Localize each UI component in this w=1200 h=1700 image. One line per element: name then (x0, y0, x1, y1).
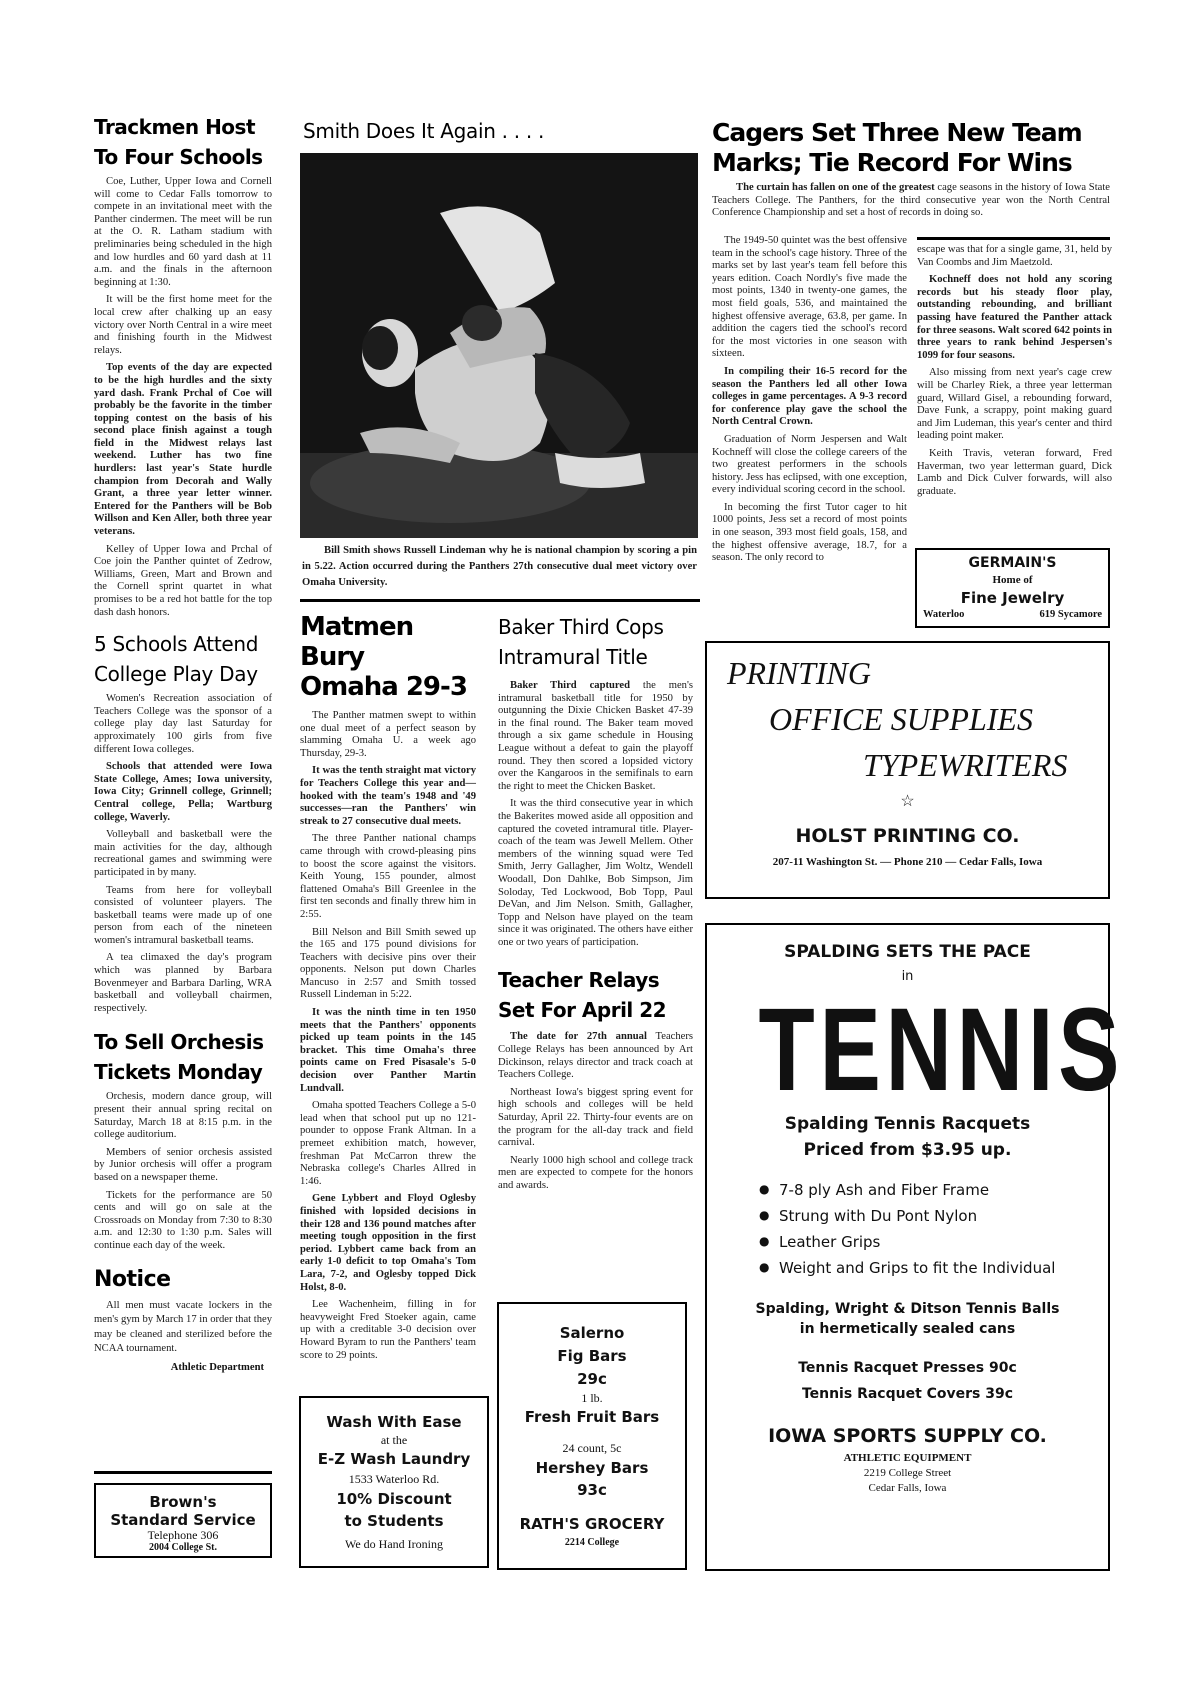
photo-caption-rule (300, 599, 700, 602)
playday-article (94, 629, 272, 1015)
paragraph: The 1949-50 quintet was the best offensive team in the school's cage history. Three of the marks set by last year's team fell before this years edition. Coach Nordly's five made the most points, 1340 in twenty-one games, the most field goals, 536, and maintained the highest offensive average, 63.8, per game. In addition the cagers tied the school's record for the most victories in one season with sixteen. (712, 235, 907, 360)
matmen-body (300, 710, 476, 1362)
column-2 (300, 612, 476, 1367)
paragraph: Tickets for the performance are 50 cents and will go on sale at the Crossroads on Monday from 7:30 to 8:30 a.m. and 12:30 to 1:30 p.m. Sales will continue each day of the week. (94, 1189, 272, 1251)
ad-raths-grocery: Salerno Fig Bars 29c 1 lb. Fresh Fruit Bars 24 count, 5c Hershey Bars 93c RATH'S GROCERY 2214 College (497, 1302, 687, 1570)
paragraph: Schools that attended were Iowa State College, Ames; Iowa university, Iowa City; Grinnell college, Grinnell; Central college, Pella; Wartburg college, Waverly. (94, 761, 272, 823)
list-item: ● Leather Grips (759, 1229, 1108, 1255)
wrestlers-image (300, 153, 698, 538)
photo-title: Smith Does It Again . . . . (303, 119, 545, 143)
paragraph: Top events of the day are expected to be the high hurdles and the sixty yard dash. Frank Prchal of Coe will probably be the favorite in the timber topping contest on the basis of his second place finish against a tough field in the Midwest relays last weekend. Luther has two fine hurdlers: last year's State hurdle champion from Decorah and Wally Grant, a three year letter winner. Entered for the Panthers will be Bob Willson and Ken Aller, both three year veterans. (94, 362, 272, 538)
paragraph: Graduation of Norm Jespersen and Walt Kochneff will close the college careers of the two greatest performers in the schools history. Jess has eclipsed, with one exception, every individual scoring cecord in the school. (712, 433, 907, 496)
column-3 (498, 612, 693, 1198)
list-item: ● Weight and Grips to fit the Individual (759, 1255, 1108, 1281)
notice-signoff: Athletic Department (170, 1361, 264, 1373)
list-item: ● 7-8 ply Ash and Fiber Frame (759, 1177, 1108, 1203)
paragraph: It will be the first home meet for the local crew after chalking up an easy victory over North Central in a wire meet and finishing fourth in the Midwest relays. (94, 294, 272, 356)
paragraph: It was the third consecutive year in which the Bakerites mowed aside all opposition and captured the coveted intramural title. Player-coach of the team was Jewell Mellem. Other members of the winning squad were Ted Smith, Jerry Gallagher, Jim Woltz, Wendell Woodall, Don Dahlke, Bob Simpson, Jim Soloday, Ted Lockwood, Bob Topp, Paul DeVan, and Jim Nelson. Smith, Gallagher, Topp and Nelson have played on the team since it was originated. The others have either one or two years of participation. (498, 798, 693, 948)
ad-ez-wash-laundry: Wash With Ease at the E-Z Wash Laundry 1533 Waterloo Rd. 10% Discount to Students We do Hand Ironing (299, 1396, 489, 1568)
paragraph: Lee Wachenheim, filling in for heavyweight Fred Stoeker again, came up with a creditable 3-0 decision over Howard Byram to run the Panthers' team score to 29 points. (300, 1299, 476, 1361)
paragraph: The Panther matmen swept to within one dual meet of a perfect season by slamming Omaha U. a week ago Thursday, 29-3. (300, 710, 476, 759)
baker-body (498, 680, 693, 949)
notice-article (94, 1265, 272, 1373)
ad-spalding-tennis: SPALDING SETS THE PACE in TENNIS Spalding Tennis Racquets Priced from $3.95 up. ● 7-8 ply Ash and Fiber Frame ● Strung with Du Pont Nylon ● Leather Grips ● Weight and Grips to fit the Individual Spalding, Wright & Ditson Tennis Balls in hermetically sealed cans Tennis Racquet Presses 90c Tennis Racquet Covers 39c IOWA SPORTS SUPPLY CO. ATHLETIC EQUIPMENT 2219 College Street Cedar Falls, Iowa (705, 923, 1110, 1571)
paragraph: Omaha spotted Teachers College a 5-0 lead when that school put up no 121-pounder to oppose Frank Altman. In a premeet exhibition match, however, freshman Pat McCarron threw the Nebraska college's Charles Allred in 1:46. (300, 1100, 476, 1187)
paragraph: Volleyball and basketball were the main activities for the day, although recreational games and swimming were participated in by many. (94, 829, 272, 878)
paragraph: All men must vacate lockers in the men's gym by March 17 in order that they may be cleaned and sterilized before the NCAA tournament. (94, 1299, 272, 1355)
paragraph: Bill Nelson and Bill Smith sewed up the 165 and 175 pound divisions for Teachers with decisive pins over their opponents. Nelson put down Charles Mancuso in 2:57 and Smith tossed Russell Lindeman in 5:22. (300, 926, 476, 1001)
cagers-lead: The curtain has fallen on one of the greatest cage seasons in the history of Iowa State Teachers College. The Panthers, for the third consecutive year won the North Central Conference Championship and set a host of records in doing so. (712, 182, 1110, 219)
column-1 (94, 112, 272, 1373)
ad-holst-printing: PRINTING OFFICE SUPPLIES TYPEWRITERS ☆ HOLST PRINTING CO. 207-11 Washington St. — Phone 210 — Cedar Falls, Iowa (705, 641, 1110, 899)
paragraph: Northeast Iowa's biggest spring event for high schools and colleges will be held Saturday, April 22. Thirty-four events are on the program for the all-day track and field carnival. (498, 1086, 693, 1149)
matmen-headline: Matmen Bury Omaha 29-3 (300, 612, 467, 702)
orchesis-headline: To Sell Orchesis Tickets Monday (94, 1030, 264, 1085)
paragraph: The date for 27th annual Teachers College Relays has been announced by Art Dickinson, relays director and track coach at Teachers College. (498, 1031, 693, 1081)
paragraph: Keith Travis, veteran forward, Fred Haverman, two year letterman guard, Dick Lamb and Dick Culver forwards, will also graduate. (917, 447, 1112, 497)
paragraph: Members of senior orchesis assisted by Junior orchesis will offer a program based on a newspaper theme. (94, 1146, 272, 1183)
paragraph: In becoming the first Tutor cager to hit 1000 points, Jess set a record of most points in one season, 393 most field goals, 158, and the highest offensive average, 18.7, for a season. The only record to (712, 501, 907, 564)
orchesis-article (94, 1027, 272, 1252)
paragraph: escape was that for a single game, 31, held by Van Coombs and Jim Maetzold. (917, 244, 1112, 268)
tennis-wordmark: TENNIS (758, 984, 1125, 1116)
cagers-column-rule (917, 237, 1110, 240)
list-item: ● Strung with Du Pont Nylon (759, 1203, 1108, 1229)
wrestling-photo (300, 153, 698, 538)
relays-headline: Teacher Relays Set For April 22 (498, 968, 667, 1023)
paragraph: Kelley of Upper Iowa and Prchal of Coe join the Panther quintet of Zedrow, Williams, Green, Mart and Brown and the Cornell sprint quartet in what promises to be a red hot battle for the top dash dash honors. (94, 543, 272, 618)
paragraph: The three Panther national champs came through with crowd-pleasing pins to boost the score against the visitors. Keith Young, 155 pounder, almost flattened Omaha's Bill Greenlee in the first ten seconds and finally threw him in 2:55. (300, 833, 476, 920)
photo-caption: Bill Smith shows Russell Lindeman why he is national champion by scoring a pin in 5.22. Action occurred during the Panthers 27th consecutive dual meet victory over Omaha University. (302, 545, 697, 588)
ad-germains-jewelry: GERMAIN'S Home of Fine Jewelry Waterloo 619 Sycamore (915, 548, 1110, 628)
ad-browns-standard-service: Brown's Standard Service Telephone 306 2004 College St. (94, 1483, 272, 1558)
notice-headline: Notice (94, 1266, 171, 1292)
paragraph: Teams from here for volleyball consisted of volunteer players. The basketball teams were made up of one person from each of the nineteen women's intramural basketball teams. (94, 884, 272, 946)
paragraph: It was the ninth time in ten 1950 meets that the Panthers' opponents picked up team points in the 145 bracket. This time Omaha's three points came on Fred Pisasale's 5-0 decision over Panther Martin Lundvall. (300, 1007, 476, 1094)
paragraph: In compiling their 16-5 record for the season the Panthers led all other Iowa colleges in game percentages. A 9-3 record for conference play gave the school the North Central Crown. (712, 365, 907, 428)
paragraph: Kochneff does not hold any scoring records but his steady floor play, outstanding rebounding, and brilliant passing have featured the Panther attack for three seasons. Walt scored 642 points in three years to rank behind Jespersen's 1099 for four seasons. (917, 274, 1112, 361)
paragraph: Orchesis, modern dance group, will present their annual spring recital on Saturday, March 18 at 8:15 p.m. in the college auditorium. (94, 1091, 272, 1141)
orchesis-body (94, 1091, 272, 1252)
paragraph: Baker Third captured the men's intramural basketball title for 1950 by outgunning the Dixie Chicken Basket 47-39 in the final round. The Baker team moved through a six game schedule in Housing League without a defeat to gain the playoff round. They then scored a lopsided victory over the Kangaroos in the semifinals to earn the right to meet the Chicken Basket. (498, 680, 693, 792)
paragraph: Coe, Luther, Upper Iowa and Cornell will come to Cedar Falls tomorrow to compete in an invitational meet with the Panther cindermen. The meet will be run at the O. R. Latham stadium with preliminaries being scheduled in the high and low hurdles and 60 yard dash at 11 a.m. and the finals in the afternoon beginning at 1:30. (94, 176, 272, 288)
paragraph: Also missing from next year's cage crew will be Charley Riek, a three year letterman guard, Willard Gisel, a rebounding forward, Dave Funk, a scrappy, point making guard and Jim Ludeman, this year's center and third leading point maker. (917, 367, 1112, 442)
paragraph: Nearly 1000 high school and college track men are expected to compete for the honors and awards. (498, 1154, 693, 1191)
cagers-headline: Cagers Set Three New Team Marks; Tie Record For Wins (712, 118, 1082, 177)
cagers-body-left (712, 235, 907, 570)
playday-headline: 5 Schools Attend College Play Day (94, 632, 259, 687)
trackmen-body (94, 176, 272, 619)
column-1-rule (94, 1471, 272, 1474)
trackmen-headline: Trackmen Host To Four Schools (94, 115, 263, 169)
relays-body (498, 1031, 693, 1192)
paragraph: Gene Lybbert and Floyd Oglesby finished with lopsided decisions in their 128 and 136 pound matches after meeting tough opposition in the first period. Lybbert came back from an early 1-0 deficit to top Omaha's Tom Lara, 7-2, and Oglesby topped Dick Holst, 8-0. (300, 1193, 476, 1293)
trackmen-article (94, 112, 272, 619)
paragraph: A tea climaxed the day's program which was planned by Barbara Bovenmeyer and Barbara Darling, WRA basketball and volleyball chairmen, respectively. (94, 952, 272, 1014)
cagers-body-right (917, 244, 1112, 503)
baker-headline: Baker Third Cops Intramural Title (498, 615, 664, 669)
features-list (707, 1177, 1108, 1281)
paragraph: Women's Recreation association of Teachers College was the sponsor of a college play day last Saturday for approximately 100 girls from five different Iowa colleges. (94, 693, 272, 755)
paragraph: It was the tenth straight mat victory for Teachers College this year and—hooked with the team's 1948 and '49 successes—ran the Panthers' win streak to 27 consecutive dual meets. (300, 765, 476, 827)
playday-body (94, 693, 272, 1015)
cagers-article (712, 118, 1112, 225)
star-icon: ☆ (900, 793, 915, 810)
notice-body (94, 1299, 272, 1357)
